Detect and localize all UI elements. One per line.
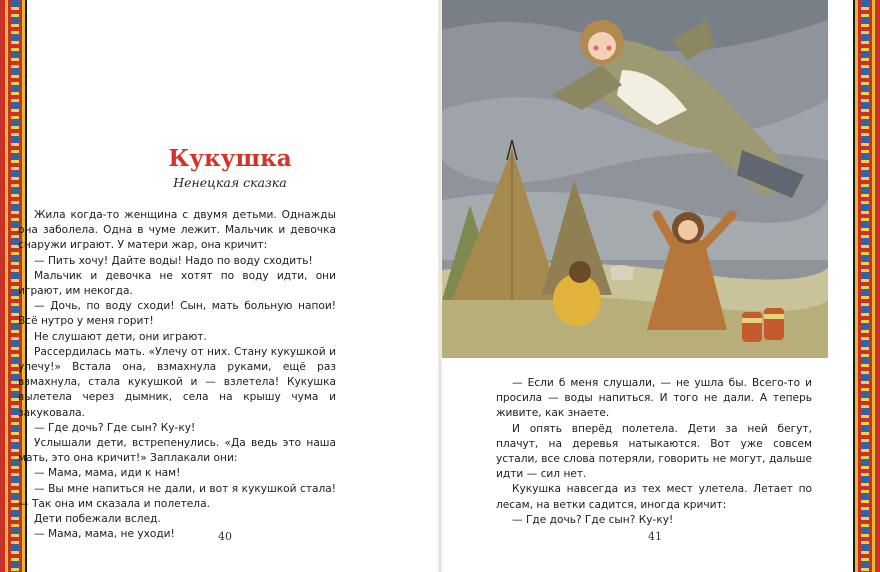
story-subtitle: Ненецкая сказка (173, 175, 287, 190)
story-title: Кукушка (168, 145, 292, 172)
right-ornament-border (846, 0, 880, 572)
paragraph: — Мама, мама, иди к нам! (34, 467, 181, 480)
paragraph: — Вы мне напиться не дали, и вот я кукушкой стала! — Так она им сказала и полетела. (18, 482, 336, 510)
paragraph: Рассердилась мать. «Улечу от них. Стану кукушкой и улечу!» Встала она, взмахнула руками, ещё раз взмахнула, стала кукушкой и — взлетела! Кукушка вылетела через дымник, села на крышу чума и закуковала. (18, 345, 336, 419)
paragraph: Не слушают дети, они играют. (34, 330, 207, 343)
page-number-right: 41 (648, 530, 662, 543)
paragraph: — Пить хочу! Дайте воды! Надо по воду сходить! (34, 254, 313, 267)
paragraph: Мальчик и девочка не хотят по воду идти, они играют, им некогда. (18, 269, 336, 298)
paragraph: — Мама, мама, не уходи! (34, 528, 175, 541)
story-illustration (442, 0, 828, 358)
paragraph: — Где дочь? Где сын? Ку-ку! (512, 513, 674, 526)
right-page-text (496, 376, 812, 528)
paragraph: Жила когда-то женщина с двумя детьми. Однажды она заболела. Одна в чуме лежит. Мальчик и девочка снаружи играют. У матери жар, она кричит: (18, 209, 336, 252)
boots (742, 312, 762, 342)
page-number-left: 40 (218, 530, 232, 543)
left-page-text (18, 208, 336, 542)
paragraph: Услышали дети, встрепенулись. «Да ведь это наша мать, это она кричит!» Заплакали они: (18, 437, 336, 465)
paragraph: — Дочь, по воду сходи! Сын, мать больную напои! Всё нутро у меня горит! (18, 300, 336, 328)
paragraph: И опять вперёд полетела. Дети за ней бегут, плачут, на деревья натыкаются. Вот уже совсем устали, все слова потеряли, говорить не могут, дальше идти — сил нет. (496, 422, 812, 481)
illustration-svg (442, 0, 828, 358)
paragraph: Дети побежали вслед. (34, 513, 161, 526)
paragraph: — Где дочь? Где сын? Ку-ку! (34, 421, 196, 434)
paragraph: Кукушка навсегда из тех мест улетела. Летает по лесам, на ветки садится, иногда кричит: (496, 483, 812, 511)
paragraph: — Если б меня слушали, — не ушла бы. Всего-то и просила — воды напиться. И того не дали. А теперь живите, как знаете. (496, 377, 812, 420)
